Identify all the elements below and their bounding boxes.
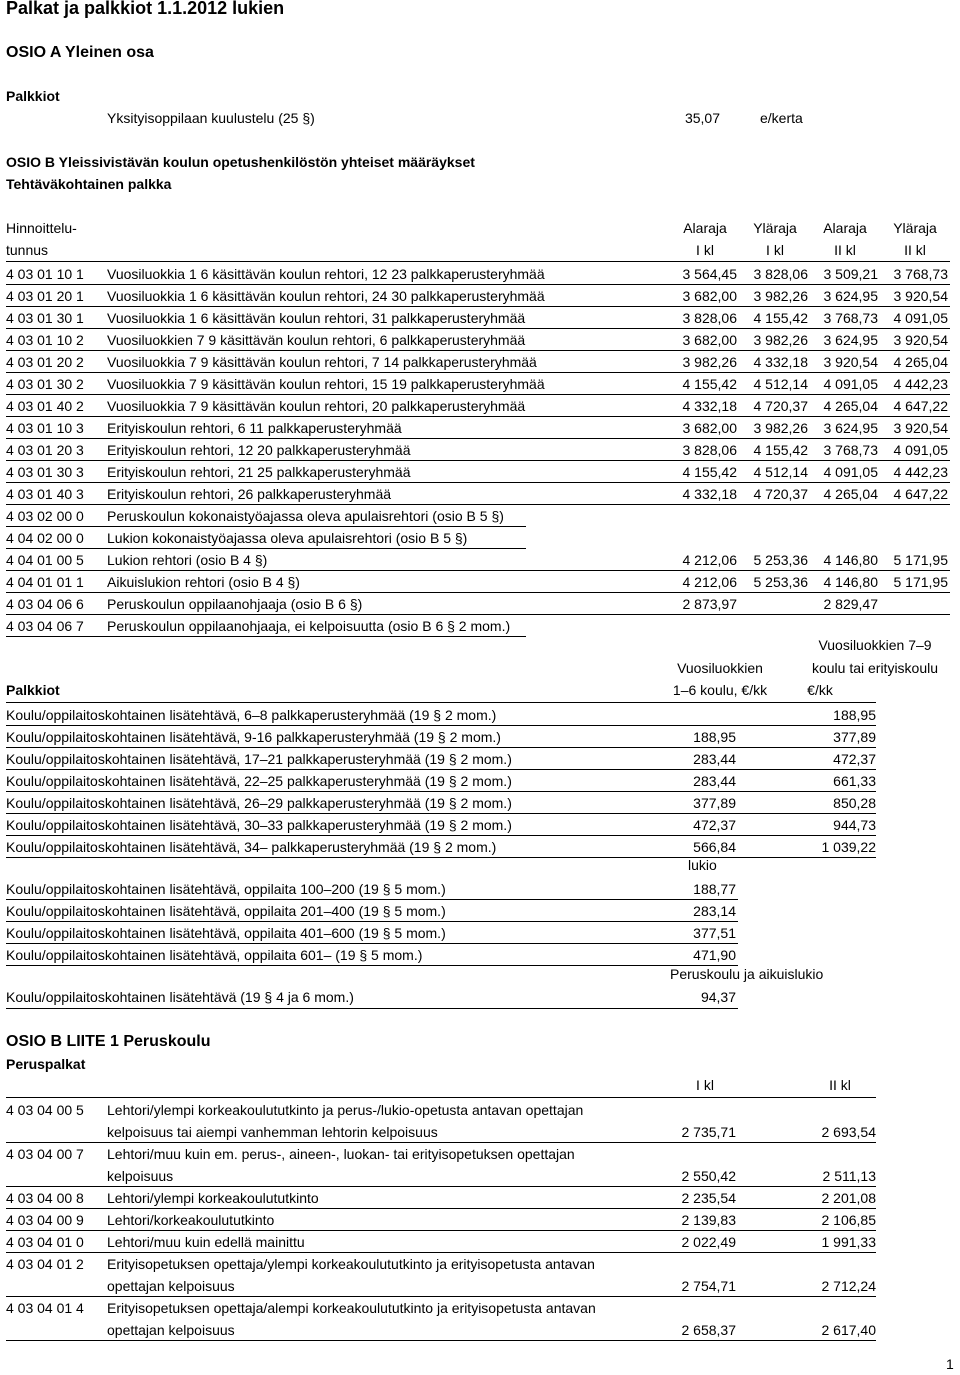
row-code: 4 03 01 20 1 bbox=[6, 288, 84, 304]
row-value: 3 828,06 bbox=[753, 266, 808, 282]
row-value-a: 2 139,83 bbox=[681, 1212, 736, 1228]
osio-a-palkkiot-label: Palkkiot bbox=[6, 88, 60, 104]
liite-subheading: Peruspalkat bbox=[6, 1056, 86, 1072]
row-value-b: 472,37 bbox=[833, 751, 876, 767]
row-value: 4 146,80 bbox=[823, 574, 878, 590]
row-value: 3 982,26 bbox=[753, 332, 808, 348]
table-row bbox=[0, 483, 960, 505]
col-header-code-1: Hinnoittelu- bbox=[6, 220, 77, 236]
row-description-2: opettajan kelpoisuus bbox=[107, 1278, 235, 1294]
row-description: Lehtori/korkeakoulututkinto bbox=[107, 1212, 275, 1228]
table-row bbox=[0, 417, 960, 439]
row-value-a: 2 235,54 bbox=[681, 1190, 736, 1206]
row-value: 3 564,45 bbox=[682, 266, 737, 282]
row-value: 4 332,18 bbox=[753, 354, 808, 370]
row-value: 4 265,04 bbox=[823, 398, 878, 414]
row-rule bbox=[6, 857, 876, 858]
row-value: 4 265,04 bbox=[823, 486, 878, 502]
row-code: 4 03 01 10 3 bbox=[6, 420, 84, 436]
row-value-a: 283,44 bbox=[693, 751, 736, 767]
palkkiot-label: Palkkiot bbox=[6, 682, 60, 698]
row-code: 4 03 04 00 9 bbox=[6, 1212, 84, 1228]
row-value-b: 2 511,13 bbox=[822, 1168, 876, 1184]
row-description: Lehtori/ylempi korkeakoulututkinto ja perus-/lukio-opetusta antavan opettajan bbox=[107, 1102, 584, 1118]
row-description: Lehtori/ylempi korkeakoulututkinto bbox=[107, 1190, 319, 1206]
row-description: Koulu/oppilaitoskohtainen lisätehtävä (19 § 4 ja 6 mom.) bbox=[6, 989, 354, 1005]
table-row bbox=[0, 878, 960, 900]
table-row bbox=[0, 285, 960, 307]
row-value: 3 920,54 bbox=[823, 354, 878, 370]
col-header-top: Yläraja bbox=[753, 220, 797, 236]
row-value: 3 828,06 bbox=[682, 310, 737, 326]
row-description-2: opettajan kelpoisuus bbox=[107, 1322, 235, 1338]
col-header-bottom: I kl bbox=[766, 242, 784, 258]
row-value: 3 920,54 bbox=[893, 332, 948, 348]
row-value-a: 377,89 bbox=[693, 795, 736, 811]
row-value-a: 283,14 bbox=[693, 903, 736, 919]
row-value: 4 442,23 bbox=[893, 376, 948, 392]
row-description: Koulu/oppilaitoskohtainen lisätehtävä, 26–29 palkkaperusteryhmää (19 § 2 mom.) bbox=[6, 795, 512, 811]
row-value: 4 332,18 bbox=[682, 398, 737, 414]
row-value-a: 188,95 bbox=[693, 729, 736, 745]
row-description: Aikuislukion rehtori (osio B 4 §) bbox=[107, 574, 300, 590]
row-value-a: 188,77 bbox=[693, 881, 736, 897]
osio-b-heading: OSIO B Yleissivistävän koulun opetushenkilöstön yhteiset määräykset bbox=[6, 154, 475, 170]
table-row bbox=[0, 1209, 960, 1231]
row-code: 4 03 01 20 3 bbox=[6, 442, 84, 458]
row-value-b: 2 106,85 bbox=[821, 1212, 876, 1228]
row-description: Peruskoulun oppilaanohjaaja, ei kelpoisuutta (osio B 6 § 2 mom.) bbox=[107, 618, 511, 634]
table-row bbox=[0, 439, 960, 461]
row-value: 4 265,04 bbox=[893, 354, 948, 370]
row-description-2: kelpoisuus tai aiempi vanhemman lehtorin kelpoisuus bbox=[107, 1124, 438, 1140]
row-value-b: 1 039,22 bbox=[821, 839, 876, 855]
row-value: 3 682,00 bbox=[682, 420, 737, 436]
row-value-b: 377,89 bbox=[833, 729, 876, 745]
row-description: Lukion rehtori (osio B 4 §) bbox=[107, 552, 268, 568]
table-row bbox=[0, 329, 960, 351]
row-description: Vuosiluokkia 7 9 käsittävän koulun rehtori, 7 14 palkkaperusteryhmää bbox=[107, 354, 537, 370]
row-code: 4 03 04 01 0 bbox=[6, 1234, 84, 1250]
row-code: 4 03 04 01 2 bbox=[6, 1256, 84, 1272]
table-row bbox=[0, 1143, 960, 1187]
table-row bbox=[0, 527, 960, 549]
row-code: 4 03 04 01 4 bbox=[6, 1300, 84, 1316]
table-row bbox=[0, 549, 960, 571]
row-value: 3 682,00 bbox=[682, 288, 737, 304]
palkkiot-col-a-2: 1–6 koulu, €/kk bbox=[672, 682, 768, 698]
osio-b-subheading: Tehtäväkohtainen palkka bbox=[6, 176, 172, 192]
row-value-a: 377,51 bbox=[693, 925, 736, 941]
row-value: 3 768,73 bbox=[893, 266, 948, 282]
table-row bbox=[0, 922, 960, 944]
palkkiot-col-b-3: €/kk bbox=[807, 682, 833, 698]
row-value: 4 091,05 bbox=[823, 464, 878, 480]
row-value-a: 2 754,71 bbox=[681, 1278, 736, 1294]
table-row bbox=[0, 395, 960, 417]
row-value: 4 155,42 bbox=[753, 310, 808, 326]
row-value-b: 944,73 bbox=[833, 817, 876, 833]
row-code: 4 03 01 30 1 bbox=[6, 310, 84, 326]
palkkiot-col-b-1: Vuosiluokkien 7–9 bbox=[818, 637, 932, 653]
liite-col-a: I kl bbox=[696, 1077, 714, 1093]
row-description: Lukion kokonaistyöajassa oleva apulaisrehtori (osio B 5 §) bbox=[107, 530, 468, 546]
row-code: 4 04 01 01 1 bbox=[6, 574, 84, 590]
row-value-a: 2 022,49 bbox=[681, 1234, 736, 1250]
row-description: Koulu/oppilaitoskohtainen lisätehtävä, 34– palkkaperusteryhmää (19 § 2 mom.) bbox=[6, 839, 497, 855]
table-row bbox=[0, 986, 960, 1008]
row-value: 4 155,42 bbox=[682, 376, 737, 392]
row-description: Erityiskoulun rehtori, 21 25 palkkaperusteryhmää bbox=[107, 464, 411, 480]
table-row bbox=[0, 704, 960, 726]
row-code: 4 04 02 00 0 bbox=[6, 530, 84, 546]
row-value: 4 212,06 bbox=[682, 574, 737, 590]
row-description: Koulu/oppilaitoskohtainen lisätehtävä, 17–21 palkkaperusteryhmää (19 § 2 mom.) bbox=[6, 751, 512, 767]
palkkiot-rule bbox=[6, 702, 876, 703]
col-header-bottom: II kl bbox=[834, 242, 856, 258]
row-value: 4 155,42 bbox=[682, 464, 737, 480]
row-description-2: kelpoisuus bbox=[107, 1168, 174, 1184]
row-value: 4 332,18 bbox=[682, 486, 737, 502]
row-value: 4 647,22 bbox=[893, 398, 948, 414]
row-value-b: 2 712,24 bbox=[821, 1278, 876, 1294]
row-value: 3 624,95 bbox=[823, 332, 878, 348]
col-header-top: Alaraja bbox=[683, 220, 727, 236]
row-description: Erityiskoulun rehtori, 6 11 palkkaperusteryhmää bbox=[107, 420, 402, 436]
row-value: 4 720,37 bbox=[753, 486, 808, 502]
table-row bbox=[0, 263, 960, 285]
row-value: 3 509,21 bbox=[823, 266, 878, 282]
table-row bbox=[0, 814, 960, 836]
row-code: 4 03 01 10 1 bbox=[6, 266, 84, 282]
page-title: Palkat ja palkkiot 1.1.2012 lukien bbox=[6, 0, 285, 18]
table-row bbox=[0, 944, 960, 966]
row-description: Peruskoulun oppilaanohjaaja (osio B 6 §) bbox=[107, 596, 363, 612]
row-code: 4 04 01 00 5 bbox=[6, 552, 84, 568]
row-code: 4 03 01 10 2 bbox=[6, 332, 84, 348]
row-value: 3 920,54 bbox=[893, 288, 948, 304]
row-description: Lehtori/muu kuin edellä mainittu bbox=[107, 1234, 305, 1250]
row-description: Erityisopetuksen opettaja/ylempi korkeakoulututkinto ja erityisopetusta antavan bbox=[107, 1256, 595, 1272]
row-value-a: 2 735,71 bbox=[681, 1124, 736, 1140]
row-value-a: 283,44 bbox=[693, 773, 736, 789]
row-description: Koulu/oppilaitoskohtainen lisätehtävä, oppilaita 401–600 (19 § 5 mom.) bbox=[6, 925, 446, 941]
row-value: 4 212,06 bbox=[682, 552, 737, 568]
row-description: Vuosiluokkia 7 9 käsittävän koulun rehtori, 15 19 palkkaperusteryhmää bbox=[107, 376, 545, 392]
table-row bbox=[0, 461, 960, 483]
row-description: Koulu/oppilaitoskohtainen lisätehtävä, 6–8 palkkaperusteryhmää (19 § 2 mom.) bbox=[6, 707, 497, 723]
row-value-a: 2 550,42 bbox=[681, 1168, 736, 1184]
row-description: Koulu/oppilaitoskohtainen lisätehtävä, oppilaita 100–200 (19 § 5 mom.) bbox=[6, 881, 446, 897]
table-row bbox=[0, 792, 960, 814]
row-value-b: 2 201,08 bbox=[821, 1190, 876, 1206]
row-description: Vuosiluokkia 1 6 käsittävän koulun rehtori, 24 30 palkkaperusteryhmää bbox=[107, 288, 545, 304]
row-value: 4 091,05 bbox=[823, 376, 878, 392]
col-header-bottom: II kl bbox=[904, 242, 926, 258]
row-value: 5 253,36 bbox=[753, 552, 808, 568]
row-value: 4 442,23 bbox=[893, 464, 948, 480]
row-description: Erityiskoulun rehtori, 26 palkkaperusteryhmää bbox=[107, 486, 392, 502]
row-description: Lehtori/muu kuin em. perus-, aineen-, luokan- tai erityisopetuksen opettajan bbox=[107, 1146, 575, 1162]
row-value: 3 828,06 bbox=[682, 442, 737, 458]
row-value-a: 94,37 bbox=[700, 989, 736, 1005]
row-code: 4 03 04 00 7 bbox=[6, 1146, 84, 1162]
col-header-top: Alaraja bbox=[823, 220, 867, 236]
row-value: 5 171,95 bbox=[893, 552, 948, 568]
row-value-b: 188,95 bbox=[833, 707, 876, 723]
row-value: 3 624,95 bbox=[823, 420, 878, 436]
row-description: Koulu/oppilaitoskohtainen lisätehtävä, 9-16 palkkaperusteryhmää (19 § 2 mom.) bbox=[6, 729, 501, 745]
row-value: 4 720,37 bbox=[753, 398, 808, 414]
page-number: 1 bbox=[946, 1356, 954, 1372]
row-rule bbox=[6, 636, 526, 637]
liite-heading: OSIO B LIITE 1 Peruskoulu bbox=[6, 1033, 211, 1050]
row-value-a: 2 658,37 bbox=[681, 1322, 736, 1338]
table-row bbox=[0, 615, 960, 637]
table-row bbox=[0, 770, 960, 792]
row-description: Vuosiluokkia 1 6 käsittävän koulun rehtori, 31 palkkaperusteryhmää bbox=[107, 310, 526, 326]
col-header-bottom: I kl bbox=[696, 242, 714, 258]
row-value: 5 253,36 bbox=[753, 574, 808, 590]
row-rule bbox=[6, 1340, 876, 1341]
liite-rule bbox=[6, 1097, 876, 1098]
row-value: 3 982,26 bbox=[682, 354, 737, 370]
row-description: Koulu/oppilaitoskohtainen lisätehtävä, oppilaita 601– (19 § 5 mom.) bbox=[6, 947, 423, 963]
row-description: Erityiskoulun rehtori, 12 20 palkkaperusteryhmää bbox=[107, 442, 411, 458]
row-value: 3 982,26 bbox=[753, 288, 808, 304]
row-description: Koulu/oppilaitoskohtainen lisätehtävä, 30–33 palkkaperusteryhmää (19 § 2 mom.) bbox=[6, 817, 512, 833]
table-row bbox=[0, 373, 960, 395]
row-description: Peruskoulun kokonaistyöajassa oleva apulaisrehtori (osio B 5 §) bbox=[107, 508, 504, 524]
row-code: 4 03 01 20 2 bbox=[6, 354, 84, 370]
table-row bbox=[0, 1187, 960, 1209]
row-code: 4 03 04 06 7 bbox=[6, 618, 84, 634]
row-code: 4 03 01 40 2 bbox=[6, 398, 84, 414]
row-value-a: 566,84 bbox=[693, 839, 736, 855]
row-value-a: 471,90 bbox=[693, 947, 736, 963]
row-value-a: 472,37 bbox=[693, 817, 736, 833]
row-value: 4 155,42 bbox=[753, 442, 808, 458]
row-code: 4 03 02 00 0 bbox=[6, 508, 84, 524]
osio-a-heading: OSIO A Yleinen osa bbox=[6, 44, 154, 61]
table-row bbox=[0, 726, 960, 748]
row-value: 4 512,14 bbox=[753, 376, 808, 392]
osio-a-item-value: 35,07 bbox=[684, 110, 720, 126]
row-value: 3 624,95 bbox=[823, 288, 878, 304]
row-code: 4 03 01 30 2 bbox=[6, 376, 84, 392]
table-row bbox=[0, 351, 960, 373]
osio-a-item-unit: e/kerta bbox=[760, 110, 803, 126]
row-value: 2 873,97 bbox=[682, 596, 737, 612]
row-value: 4 146,80 bbox=[823, 552, 878, 568]
table-row bbox=[0, 748, 960, 770]
row-value-b: 2 617,40 bbox=[821, 1322, 876, 1338]
pk-rule bbox=[6, 1008, 738, 1009]
table-row bbox=[0, 900, 960, 922]
osio-a-item-label: Yksityisoppilaan kuulustelu (25 §) bbox=[107, 110, 315, 126]
lukio-label: lukio bbox=[688, 857, 717, 873]
table-row bbox=[0, 1253, 960, 1297]
table-row bbox=[0, 1231, 960, 1253]
table-row bbox=[0, 1297, 960, 1341]
row-description: Koulu/oppilaitoskohtainen lisätehtävä, oppilaita 201–400 (19 § 5 mom.) bbox=[6, 903, 446, 919]
table-row bbox=[0, 505, 960, 527]
col-header-top: Yläraja bbox=[893, 220, 937, 236]
table-row bbox=[0, 593, 960, 615]
palkkiot-col-a-1: Vuosiluokkien bbox=[677, 660, 763, 676]
table-row bbox=[0, 1099, 960, 1143]
row-value: 4 091,05 bbox=[893, 310, 948, 326]
row-value-b: 661,33 bbox=[833, 773, 876, 789]
row-value: 3 768,73 bbox=[823, 310, 878, 326]
table-row bbox=[0, 836, 960, 858]
row-value: 3 982,26 bbox=[753, 420, 808, 436]
row-value: 5 171,95 bbox=[893, 574, 948, 590]
row-value: 3 682,00 bbox=[682, 332, 737, 348]
row-value-b: 1 991,33 bbox=[821, 1234, 876, 1250]
row-value: 4 091,05 bbox=[893, 442, 948, 458]
table-row bbox=[0, 307, 960, 329]
palkkiot-col-b-2: koulu tai erityiskoulu bbox=[811, 660, 939, 676]
row-value: 4 512,14 bbox=[753, 464, 808, 480]
col-header-code-2: tunnus bbox=[6, 242, 49, 258]
row-code: 4 03 04 00 5 bbox=[6, 1102, 84, 1118]
row-value-b: 850,28 bbox=[833, 795, 876, 811]
row-description: Vuosiluokkien 7 9 käsittävän koulun rehtori, 6 palkkaperusteryhmää bbox=[107, 332, 526, 348]
row-description: Vuosiluokkia 7 9 käsittävän koulun rehtori, 20 palkkaperusteryhmää bbox=[107, 398, 526, 414]
peruskoulu-label: Peruskoulu ja aikuislukio bbox=[670, 966, 824, 982]
row-value: 2 829,47 bbox=[823, 596, 878, 612]
table-row bbox=[0, 571, 960, 593]
row-value: 3 768,73 bbox=[823, 442, 878, 458]
row-description: Vuosiluokkia 1 6 käsittävän koulun rehtori, 12 23 palkkaperusteryhmää bbox=[107, 266, 545, 282]
row-code: 4 03 04 00 8 bbox=[6, 1190, 84, 1206]
row-value-b: 2 693,54 bbox=[821, 1124, 876, 1140]
row-description: Koulu/oppilaitoskohtainen lisätehtävä, 22–25 palkkaperusteryhmää (19 § 2 mom.) bbox=[6, 773, 512, 789]
row-code: 4 03 01 30 3 bbox=[6, 464, 84, 480]
liite-col-b: II kl bbox=[829, 1077, 851, 1093]
row-description: Erityisopetuksen opettaja/alempi korkeakoulututkinto ja erityisopetusta antavan bbox=[107, 1300, 596, 1316]
header-rule bbox=[6, 261, 950, 262]
row-rule bbox=[6, 965, 738, 966]
row-value: 3 920,54 bbox=[893, 420, 948, 436]
row-code: 4 03 04 06 6 bbox=[6, 596, 84, 612]
row-value: 4 647,22 bbox=[893, 486, 948, 502]
row-code: 4 03 01 40 3 bbox=[6, 486, 84, 502]
